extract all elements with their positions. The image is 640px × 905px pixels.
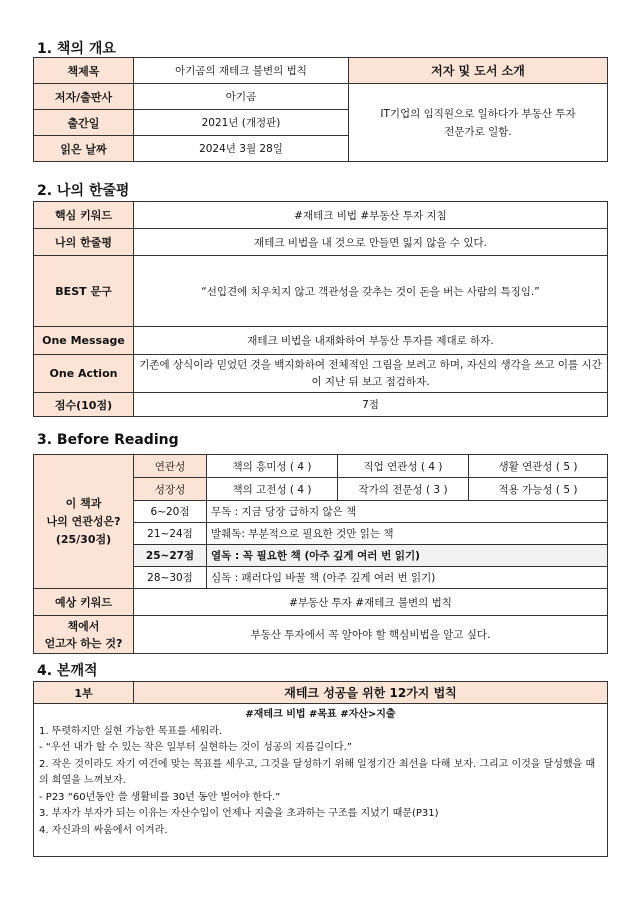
intro-header: 저자 및 도서 소개 [349,58,608,84]
section-4-heading: 4. 본깨적 [37,663,98,679]
before-reading-table [33,454,608,654]
growth-item-2: 작가의 전문성 ( 3 ) [338,478,469,501]
best-label: BEST 문구 [34,256,134,327]
title-value: 아기곰의 재테크 불변의 법칙 [134,58,349,84]
action-value: 기존에 상식이라 믿었던 것을 백지화하여 전체적인 그림을 보려고 하며, 자신의 생각을 쓰고 이를 시간이 지난 뒤 보고 점검하자. [134,355,608,393]
section-2-heading: 2. 나의 한줄평 [37,183,130,199]
title-label: 책제목 [34,58,134,84]
oneline-label: 나의 한줄평 [34,229,134,256]
message-value: 재테크 비법을 내재화하여 부동산 투자를 제대로 하자. [134,327,608,355]
book-overview-table [33,57,608,162]
relevance-category: 연관성 [134,455,207,478]
growth-item-3: 적용 가능성 ( 5 ) [469,478,608,501]
part-label: 1부 [34,682,134,704]
notes-line: - P23 “60년동안 쓸 생활비를 30년 동안 벌어야 한다.” [39,791,281,803]
best-value: “선입견에 치우치지 않고 객관성을 갖추는 것이 돈을 버는 사람의 특징임.” [134,256,608,327]
author-label: 저자/출판사 [34,84,134,110]
intro-text: IT기업의 임직원으로 일하다가 부동산 투자 전문가로 일함. [349,84,608,162]
goal-value: 부동산 투자에서 꼭 알아야 할 핵심비법을 알고 싶다. [134,616,608,654]
notes-keywords: #재테크 비법 #목표 #자산>지출 [245,709,396,720]
score-description: 심독 : 패러다임 바꿀 책 (아주 깊게 여러 번 읽기) [207,567,608,589]
message-label: One Message [34,327,134,355]
growth-category: 성장성 [134,478,207,501]
score-range: 28~30점 [134,567,207,589]
pubdate-value: 2021년 (개정판) [134,110,349,136]
score-range-selected: 25~27점 [134,545,207,567]
readdate-label: 읽은 날짜 [34,136,134,162]
score-description-selected: 열독 : 꼭 필요한 책 (아주 깊게 여러 번 읽기) [207,545,608,567]
section-3-heading: 3. Before Reading [37,432,179,448]
action-label: One Action [34,355,134,393]
notes-line: 1. 뚜렷하지만 실현 가능한 목표를 세워라. [39,725,223,737]
relevance-item-2: 직업 연관성 ( 4 ) [338,455,469,478]
expected-keyword-label: 예상 키워드 [34,589,134,616]
notes-line: 4. 자신과의 싸움에서 이겨라. [39,824,168,836]
score-label: 점수(10점) [34,393,134,417]
pubdate-label: 출간일 [34,110,134,136]
notes-line: 2. 작은 것이라도 자기 여건에 맞는 목표를 세우고, 그것을 달성하기 위해 일정기간 최선을 다해 보자. 그리고 이것을 달성했을 때의 희열을 느껴보자. [39,758,596,786]
notes-line: - “우선 내가 할 수 있는 작은 일부터 실현하는 것이 성공의 지름길이다.” [39,742,352,753]
score-description: 무독 : 지금 당장 급하지 않은 책 [207,501,608,523]
score-range: 6~20점 [134,501,207,523]
keyword-label: 핵심 키워드 [34,202,134,229]
score-description: 발췌독: 부분적으로 필요한 것만 읽는 책 [207,523,608,545]
bonkaejeok-table [33,681,608,857]
growth-item-1: 책의 고전성 ( 4 ) [207,478,338,501]
readdate-value: 2024년 3월 28일 [134,136,349,162]
notes-line: 3. 부자가 부자가 되는 이유는 자산수입이 언제나 지출을 초과하는 구조를 지녔기 때문(P31) [39,808,439,819]
score-range: 21~24점 [134,523,207,545]
section-1-heading: 1. 책의 개요 [37,41,116,57]
goal-label: 책에서 얻고자 하는 것? [34,616,134,654]
oneline-value: 재테크 비법을 내 것으로 만들면 잃지 않을 수 있다. [134,229,608,256]
relevance-label: 이 책과 나의 연관성은? (25/30점) [34,455,134,589]
relevance-item-1: 책의 흥미성 ( 4 ) [207,455,338,478]
keyword-value: #재테크 비법 #부동산 투자 지침 [134,202,608,229]
part-title: 재테크 성공을 위한 12가지 법칙 [134,682,608,704]
score-value: 7점 [134,393,608,417]
author-value: 아기곰 [134,84,349,110]
notes-body [34,704,608,857]
expected-keyword-value: #부동산 투자 #재테크 불변의 법칙 [134,589,608,616]
relevance-item-3: 생활 연관성 ( 5 ) [469,455,608,478]
review-table [33,201,608,417]
